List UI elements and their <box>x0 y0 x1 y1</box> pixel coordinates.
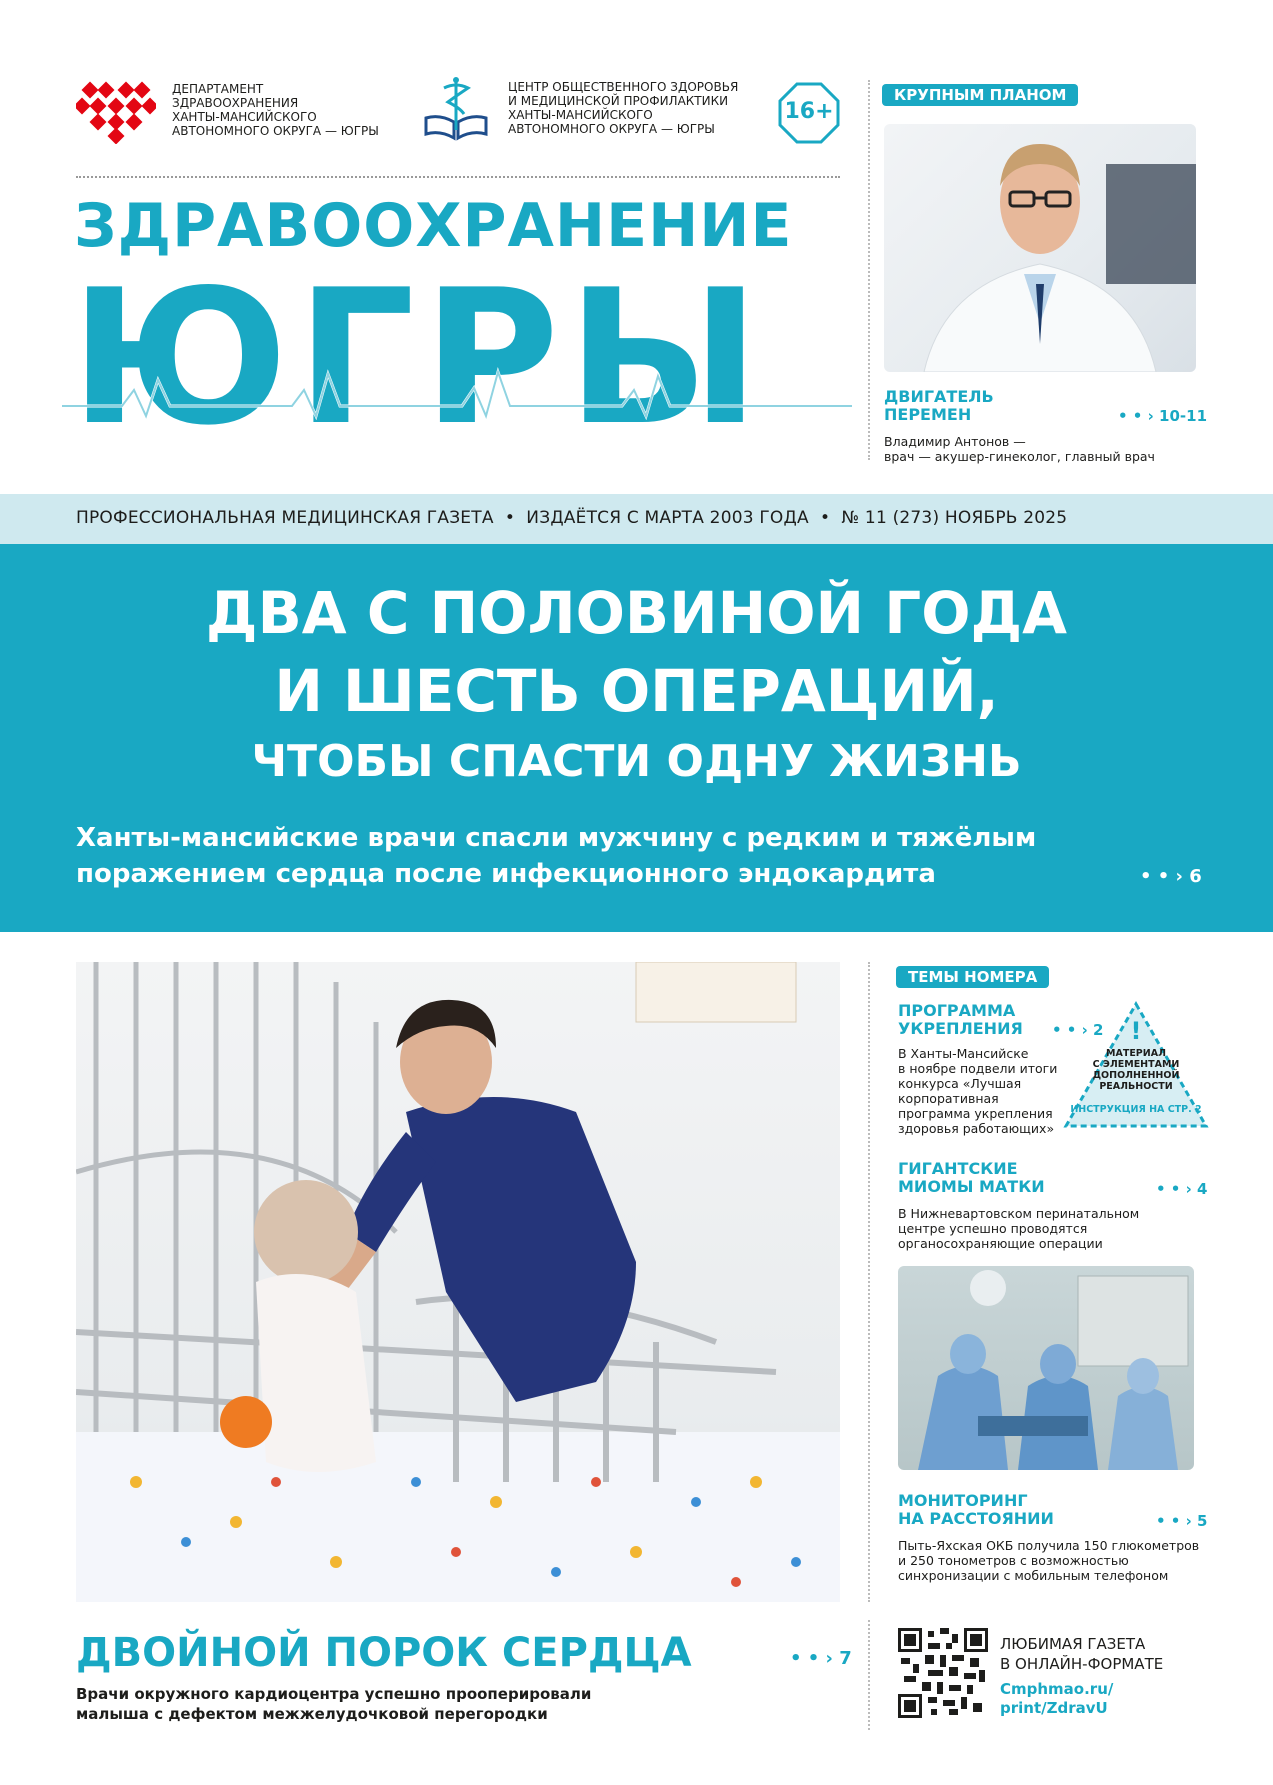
qr-code[interactable] <box>898 1628 988 1718</box>
closeup-divider <box>868 80 870 460</box>
bottom-headline: ДВОЙНОЙ ПОРОК СЕРДЦА <box>76 1630 692 1676</box>
topic-3-page-ref: • • › 5 <box>1156 1512 1208 1530</box>
topic-2-photo <box>898 1266 1194 1470</box>
lead-subheadline: Ханты-мансийские врачи спасли мужчину с редким и тяжёлым поражением сердца после инфекционного эндокардита <box>76 823 1037 889</box>
masthead-title-line2: ЮГРЫ <box>70 249 768 466</box>
online-divider <box>868 1620 870 1730</box>
center-logo-text: ЦЕНТР ОБЩЕСТВЕННОГО ЗДОРОВЬЯ И МЕДИЦИНСКОЙ ПРОФИЛАКТИКИ ХАНТЫ-МАНСИЙСКОГО АВТОНОМНОГО ОКРУГА — ЮГРЫ <box>508 80 739 136</box>
ar-note-instruction: ИНСТРУКЦИЯ НА СТР. 2 <box>1070 1104 1202 1115</box>
masthead-title-line1: ЗДРАВООХРАНЕНИЕ <box>74 191 793 261</box>
lead-page-ref: • • › 6 <box>1140 866 1202 887</box>
ar-note-mark: ! <box>1130 1017 1142 1045</box>
age-rating-text: 16+ <box>784 99 834 124</box>
info-bar-text: ПРОФЕССИОНАЛЬНАЯ МЕДИЦИНСКАЯ ГАЗЕТА • ИЗДАЁТСЯ С МАРТА 2003 ГОДА • № 11 (273) НОЯБРЬ 2025 <box>76 508 1068 528</box>
ar-note <box>1062 1000 1210 1132</box>
dept-logo <box>76 80 156 144</box>
lead-headline: ДВА С ПОЛОВИНОЙ ГОДА И ШЕСТЬ ОПЕРАЦИЙ, ЧТОБЫ СПАСТИ ОДНУ ЖИЗНЬ <box>205 579 1068 787</box>
ar-note-text: МАТЕРИАЛ С ЭЛЕМЕНТАМИ ДОПОЛНЕННОЙ РЕАЛЬНОСТИ <box>1092 1048 1180 1092</box>
topic-3-text: Пыть-Яхская ОКБ получила 150 глюкометров и 250 тонометров с возможностью синхронизации с мобильным телефоном <box>898 1538 1200 1583</box>
heartbeat-line-icon <box>62 360 852 420</box>
topic-1-text: В Ханты-Мансийске в ноябре подвели итоги конкурса «Лучшая корпоративная программа укрепления здоровья работающих» <box>898 1046 1058 1136</box>
qr-code-icon <box>898 1628 988 1718</box>
closeup-caption: Владимир Антонов — врач — акушер-гинеколог, главный врач <box>884 434 1155 464</box>
age-rating-badge <box>778 82 840 144</box>
closeup-page-ref: • • › 10-11 <box>1118 407 1208 425</box>
heart-logo-icon <box>76 80 156 144</box>
main-photo <box>76 962 840 1602</box>
closeup-photo <box>884 124 1196 372</box>
topic-2-title: ГИГАНТСКИЕ МИОМЫ МАТКИ <box>898 1159 1045 1196</box>
closeup-badge: КРУПНЫМ ПЛАНОМ <box>882 84 1078 106</box>
dept-logo-text: ДЕПАРТАМЕНТ ЗДРАВООХРАНЕНИЯ ХАНТЫ-МАНСИЙСКОГО АВТОНОМНОГО ОКРУГА — ЮГРЫ <box>172 82 379 138</box>
topic-2-text: В Нижневартовском перинатальном центре успешно проводятся органосохраняющие операции <box>898 1206 1140 1251</box>
bottom-subheadline: Врачи окружного кардиоцентра успешно прооперировали малыша с дефектом межжелудочковой перегородки <box>76 1685 592 1723</box>
center-logo <box>420 74 492 146</box>
caduceus-logo-icon <box>420 74 492 146</box>
online-text: ЛЮБИМАЯ ГАЗЕТА В ОНЛАЙН-ФОРМАТЕ <box>1000 1635 1164 1673</box>
topic-1-title: ПРОГРАММА УКРЕПЛЕНИЯ <box>898 1001 1023 1038</box>
topic-1-page-ref: • • › 2 <box>1052 1021 1104 1039</box>
topic-2-page-ref: • • › 4 <box>1156 1180 1208 1198</box>
topic-3-title: МОНИТОРИНГ НА РАССТОЯНИИ <box>898 1491 1054 1528</box>
topics-badge: ТЕМЫ НОМЕРА <box>896 966 1049 988</box>
closeup-title: ДВИГАТЕЛЬ ПЕРЕМЕН <box>884 387 994 424</box>
header-divider <box>76 176 840 178</box>
online-url[interactable]: Cmphmao.ru/ print/ZdravU <box>1000 1680 1114 1717</box>
topics-divider <box>868 962 870 1602</box>
bottom-page-ref: • • › 7 <box>790 1648 852 1669</box>
